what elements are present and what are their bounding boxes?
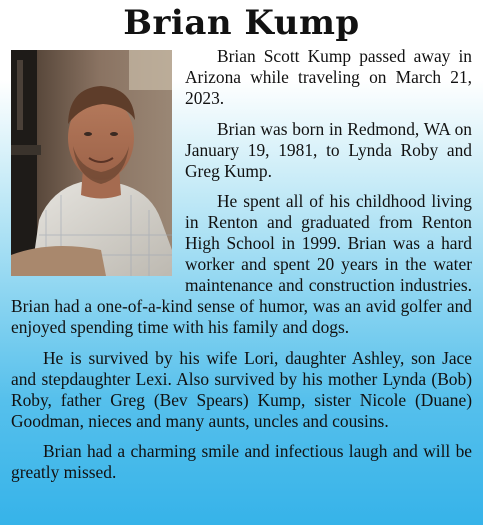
obituary-body [11, 46, 472, 493]
obituary-paragraph-closing: Brian had a charming smile and infectious laugh and will be greatly missed. [11, 441, 472, 483]
obituary-paragraph-life: He spent all of his childhood living in Renton and graduated from Renton High School in 1999. Brian was a hard worker and spent 20 years in the water maintenance and construction industries. Brian had a one-of-a-kind sense of humor, was an avid golfer and enjoyed spending time with his family and dogs. [11, 191, 472, 337]
photo-wrap-spacer [11, 46, 185, 281]
obituary-name-heading: Brian Kump [123, 3, 360, 43]
obituary-paragraph-birth: Brian was born in Redmond, WA on January 19, 1981, to Lynda Roby and Greg Kump. [185, 118, 472, 181]
obituary-paragraph-death: Brian Scott Kump passed away in Arizona while traveling on March 21, 2023. [185, 46, 472, 108]
obituary-paragraph-survivors: He is survived by his wife Lori, daughter Ashley, son Jace and stepdaughter Lexi. Also survived by his mother Lynda (Bob) Roby, father Greg (Bev Spears) Kump, sister Nicole (Duane) Goodman, nieces and many aunts, uncles and cousins. [11, 347, 472, 431]
